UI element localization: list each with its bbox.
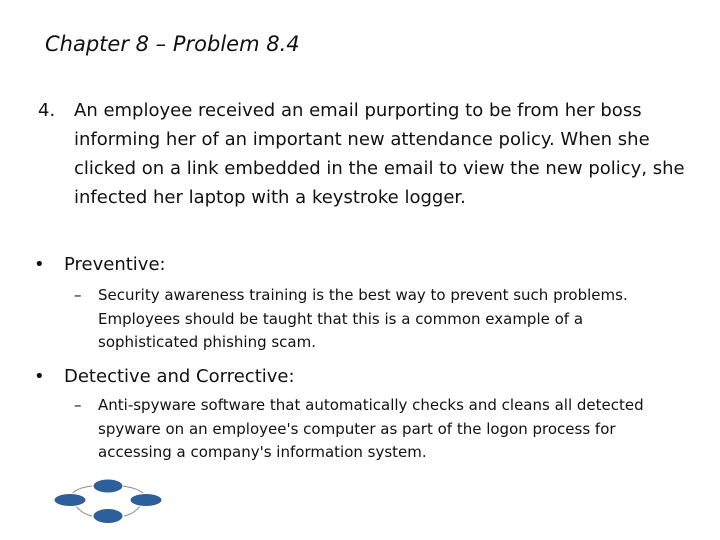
bullet-preventive [34,252,166,278]
sub-bullet-text: Security awareness training is the best way to prevent such problems. Employees should be taught that this is a common example of a sophisticated phishing scam. [98,286,628,351]
bullet-detective-corrective [34,364,295,390]
problem-text: An employee received an email purporting to be from her boss informing her of an important new attendance policy. When she clicked on a link embedded in the email to view the new policy, she infected her laptop with a keystroke logger. [74,100,685,208]
bullet-marker: • [34,366,45,387]
problem-statement [38,96,698,212]
logo-node-left [54,494,86,507]
sub-bullet-preventive [74,284,684,355]
sub-bullet-marker: – [74,396,82,414]
logo-node-bottom [93,509,123,524]
logo-arrow-left [72,486,92,494]
logo-node-right [130,494,162,507]
problem-number: 4. [38,100,56,121]
logo-arrow-bottom-right [124,506,140,516]
cycle-diagram-logo-icon [52,476,164,526]
sub-bullet-marker: – [74,286,82,304]
sub-bullet-detective-corrective [74,394,684,465]
bullet-label: Preventive: [64,254,166,275]
bullet-marker: • [34,254,45,275]
logo-node-top [93,479,123,493]
logo-arrow-right [122,486,144,494]
bullet-label: Detective and Corrective: [64,366,295,387]
slide-title: Chapter 8 – Problem 8.4 [45,32,300,56]
sub-bullet-text: Anti-spyware software that automatically checks and cleans all detected spyware on an employee's computer as part of the logon process for accessing a company's information system. [98,396,644,461]
logo-arrow-bottom-left [76,506,92,516]
